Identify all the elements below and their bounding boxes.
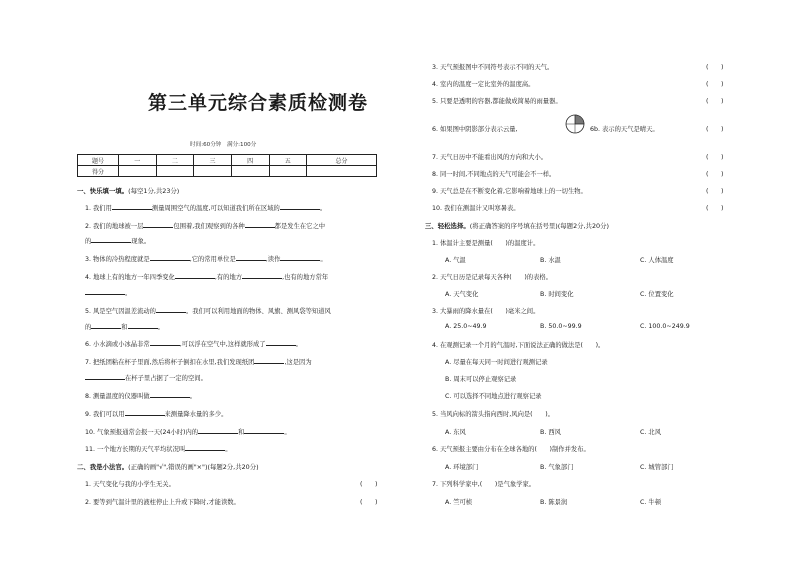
- answer-blank[interactable]: [185, 444, 225, 451]
- judge-question-9: 9. 天气总是在不断变化着,它影响着地球上的一切生物。: [432, 188, 587, 195]
- answer-parenthesis[interactable]: ( ): [706, 188, 724, 195]
- question-text: 的: [85, 238, 92, 245]
- choice-option[interactable]: C. 可以选择不同地点进行观察记录: [445, 393, 542, 400]
- score-header-cell: 二: [156, 155, 194, 166]
- choice-question-2: 2. 天气日历是记录每天各种( )的表格。: [432, 274, 552, 281]
- judge-question-4: 4. 室内的温度一定比室外的温度高。: [432, 81, 535, 88]
- fill-question-4-cont: [85, 288, 131, 297]
- choice-option[interactable]: B. 周末可以停止观察记录: [445, 376, 517, 383]
- fill-question-5-cont: [85, 322, 164, 331]
- answer-parenthesis[interactable]: ( ): [706, 98, 724, 105]
- score-cell[interactable]: [231, 166, 269, 177]
- question-text: 都是发生在它之中: [274, 223, 326, 230]
- answer-blank[interactable]: [150, 339, 180, 346]
- fill-question-6: [85, 339, 302, 348]
- answer-blank[interactable]: [280, 254, 320, 261]
- choice-option[interactable]: C. 人体温度: [640, 257, 674, 264]
- answer-parenthesis[interactable]: ( ): [360, 481, 378, 488]
- answer-blank[interactable]: [244, 427, 284, 434]
- question-text: 1. 我们用: [85, 205, 112, 212]
- question-text: 在杯子里占据了一定的空间。: [125, 375, 207, 382]
- fill-question-1: [85, 203, 326, 212]
- choice-option[interactable]: B. 50.0~99.9: [540, 323, 582, 330]
- question-text: ,有的地方: [214, 274, 243, 281]
- fill-question-7: [85, 357, 312, 366]
- choice-option[interactable]: A. 天气变化: [445, 291, 479, 298]
- page-title: 第三单元综合素质检测卷: [148, 92, 369, 114]
- question-text: 现象。: [131, 238, 151, 245]
- answer-blank[interactable]: [91, 236, 131, 243]
- answer-blank[interactable]: [91, 322, 121, 329]
- choice-option[interactable]: C. 100.0~249.9: [640, 323, 690, 330]
- question-text: 。: [189, 393, 196, 400]
- question-text: 6. 小水滴或小冰晶非常: [85, 341, 150, 348]
- cloud-cover-pie-icon: [565, 114, 585, 134]
- question-text: 4. 地球上有的地方一年四季变化: [85, 274, 175, 281]
- fill-question-11: [85, 444, 231, 453]
- answer-blank[interactable]: [266, 339, 296, 346]
- fill-question-7-cont: [85, 373, 207, 382]
- score-cell[interactable]: [307, 166, 377, 177]
- section3-heading: [425, 221, 609, 230]
- score-header-cell: 四: [231, 155, 269, 166]
- judge-question-5: 5. 只要是透明的容器,都能做成简易的雨量器。: [432, 98, 562, 105]
- question-text: 7. 把纸团粘在杯子里面,然后将杯子倒扣在水里,我们发现纸团: [85, 359, 255, 366]
- answer-blank[interactable]: [198, 427, 238, 434]
- score-cell[interactable]: [194, 166, 232, 177]
- question-text: 和: [238, 429, 245, 436]
- choice-question-1: 1. 体温计主要是测量( )的温度计。: [432, 240, 540, 247]
- exam-meta: 时间:60分钟 满分:100分: [190, 142, 257, 148]
- fill-question-2-cont: [85, 236, 150, 245]
- question-text: 。: [320, 256, 327, 263]
- answer-parenthesis[interactable]: ( ): [706, 64, 724, 71]
- question-text: ,读作: [265, 256, 281, 263]
- question-text: 。: [295, 341, 302, 348]
- question-text: 。: [157, 324, 164, 331]
- answer-parenthesis[interactable]: ( ): [706, 205, 724, 212]
- fill-question-8: [85, 391, 196, 400]
- answer-blank[interactable]: [242, 272, 282, 279]
- score-row-label: 得分: [78, 166, 119, 177]
- question-text: 5. 风是空气因温差流动的: [85, 308, 156, 315]
- answer-parenthesis[interactable]: ( ): [706, 171, 724, 178]
- question-text: 的: [85, 324, 92, 331]
- choice-option[interactable]: A. 东风: [445, 429, 466, 436]
- question-text: 。: [225, 446, 232, 453]
- choice-option[interactable]: B. 气象部门: [540, 464, 574, 471]
- choice-question-7: 7. 下列科学家中,( )是气象学家。: [432, 481, 536, 488]
- choice-question-3: 3. 大暴雨的降水量在( )毫米之间。: [432, 308, 540, 315]
- answer-blank[interactable]: [85, 373, 125, 380]
- question-text: 11. 一个地方长期的天气平均状况叫: [85, 446, 186, 453]
- section2-heading: [77, 462, 259, 471]
- fill-question-2: [85, 221, 325, 230]
- question-text: 。: [319, 205, 327, 212]
- question-text: 8. 测量温度的仪器叫做: [85, 393, 150, 400]
- section1-title: 一、快乐填一填。: [77, 187, 129, 195]
- score-header-cell: 总分: [307, 155, 377, 166]
- question-text: 测量周围空气的温度,可以知道我们所在区域的: [151, 205, 280, 212]
- choice-question-6: 6. 天气预报主要由分布在全球各地的( )制作并发布。: [432, 446, 590, 453]
- question-text: 包围着,我们观察到的各种: [173, 223, 245, 230]
- judge-question-2: 2. 要等到气温计里的液柱停止上升或下降时,才能读数。: [85, 499, 240, 506]
- question-text: 2. 我们的地球被一层: [85, 223, 144, 230]
- score-table-header-row: [78, 155, 377, 166]
- question-text: 。我们可以利用地面的物体、风旗、测风袋等知道风: [185, 308, 331, 315]
- answer-blank[interactable]: [143, 221, 173, 228]
- judge-question-7: 7. 天气日历中不能看出风的方向和大小。: [432, 154, 548, 161]
- judge-question-3: 3. 天气预报图中不同符号表示不同的天气。: [432, 64, 554, 71]
- score-table-score-row: [78, 166, 377, 177]
- score-cell[interactable]: [119, 166, 157, 177]
- answer-blank[interactable]: [175, 272, 215, 279]
- choice-option[interactable]: C. 位置变化: [640, 291, 674, 298]
- section3-title: 三、轻松选择。: [425, 222, 470, 230]
- choice-option[interactable]: C. 牛顿: [640, 499, 661, 506]
- question-text: 10. 气象预报通常会报一天(24小时)内的: [85, 429, 199, 436]
- answer-blank[interactable]: [236, 254, 266, 261]
- score-header-cell: 一: [119, 155, 157, 166]
- question-text: ,它的常用单位是: [189, 256, 236, 263]
- section2-note: (正确的画"√",错误的画"×")(每题2分,共20分): [128, 463, 259, 471]
- choice-option[interactable]: C. 城管部门: [640, 464, 674, 471]
- answer-blank[interactable]: [125, 409, 165, 416]
- judge-question-1: 1. 天气变化与我的小学生无关。: [85, 481, 175, 488]
- question-text: ,也有的地方常年: [282, 274, 329, 281]
- choice-option[interactable]: A. 竺可桢: [445, 499, 473, 506]
- choice-option[interactable]: B. 西风: [540, 429, 561, 436]
- score-cell[interactable]: [156, 166, 194, 177]
- answer-parenthesis[interactable]: ( ): [706, 154, 724, 161]
- question-text: 9. 我们可以用: [85, 411, 125, 418]
- answer-blank[interactable]: [254, 357, 284, 364]
- choice-option[interactable]: B. 水温: [540, 257, 561, 264]
- answer-parenthesis[interactable]: ( ): [706, 126, 724, 133]
- score-header-cell: 题号: [78, 155, 119, 166]
- judge-question-6: 6. 如果图中阴影部分表示云量,: [432, 126, 518, 133]
- choice-option[interactable]: B. 时间变化: [540, 291, 574, 298]
- question-text: ,这是因为: [284, 359, 312, 366]
- question-text: 来测量降水量的多少。: [164, 411, 228, 418]
- answer-blank[interactable]: [112, 203, 152, 210]
- judge-question-8: 8. 同一时间,不同地点的天气可能会不一样。: [432, 171, 556, 178]
- question-text: 和: [121, 324, 128, 331]
- answer-blank[interactable]: [280, 203, 320, 210]
- question-text: 。: [284, 429, 291, 436]
- section3-note: (将正确答案的序号填在括号里)(每题2分,共20分): [469, 222, 609, 230]
- choice-option[interactable]: A. 尽量在每天同一时间进行观测记录: [445, 359, 548, 366]
- answer-blank[interactable]: [156, 306, 186, 313]
- fill-question-10: [85, 427, 291, 436]
- judge-question-10: 10. 我们在测温计又叫寒暑表。: [432, 205, 520, 212]
- question-text: 3. 物体的冷热程度就是: [85, 256, 150, 263]
- fill-question-5: [85, 306, 331, 315]
- section1-note: (每空1分,共23分): [128, 187, 180, 195]
- fill-question-4: [85, 272, 328, 281]
- score-header-cell: 五: [269, 155, 307, 166]
- answer-blank[interactable]: [128, 322, 158, 329]
- choice-option[interactable]: A. 气温: [445, 257, 466, 264]
- fill-question-3: [85, 254, 327, 263]
- question-text: ,可以浮在空气中,这样就形成了: [179, 341, 266, 348]
- answer-blank[interactable]: [150, 254, 190, 261]
- score-table: [77, 154, 377, 177]
- question-text: 。: [125, 290, 132, 297]
- choice-question-4: 4. 在观测记录一个月的气温时,下面说法正确的做法是( )。: [432, 342, 605, 349]
- answer-blank[interactable]: [245, 221, 275, 228]
- choice-option[interactable]: B. 陈景润: [540, 499, 568, 506]
- answer-blank[interactable]: [150, 391, 190, 398]
- score-header-cell: 三: [194, 155, 232, 166]
- answer-parenthesis[interactable]: ( ): [360, 499, 378, 506]
- choice-option[interactable]: A. 25.0~49.9: [445, 323, 487, 330]
- judge-question-6-suffix: 6b. 表示的天气是晴天。: [590, 126, 659, 133]
- answer-blank[interactable]: [85, 288, 125, 295]
- choice-option[interactable]: A. 环境部门: [445, 464, 479, 471]
- answer-parenthesis[interactable]: ( ): [706, 81, 724, 88]
- choice-option[interactable]: C. 北风: [640, 429, 661, 436]
- section2-title: 二、我是小法官。: [77, 463, 129, 471]
- score-cell[interactable]: [269, 166, 307, 177]
- fill-question-9: [85, 409, 227, 418]
- section1-heading: [77, 186, 179, 195]
- choice-question-5: 5. 当风向标的箭头指向西时,风向是( )。: [432, 411, 554, 418]
